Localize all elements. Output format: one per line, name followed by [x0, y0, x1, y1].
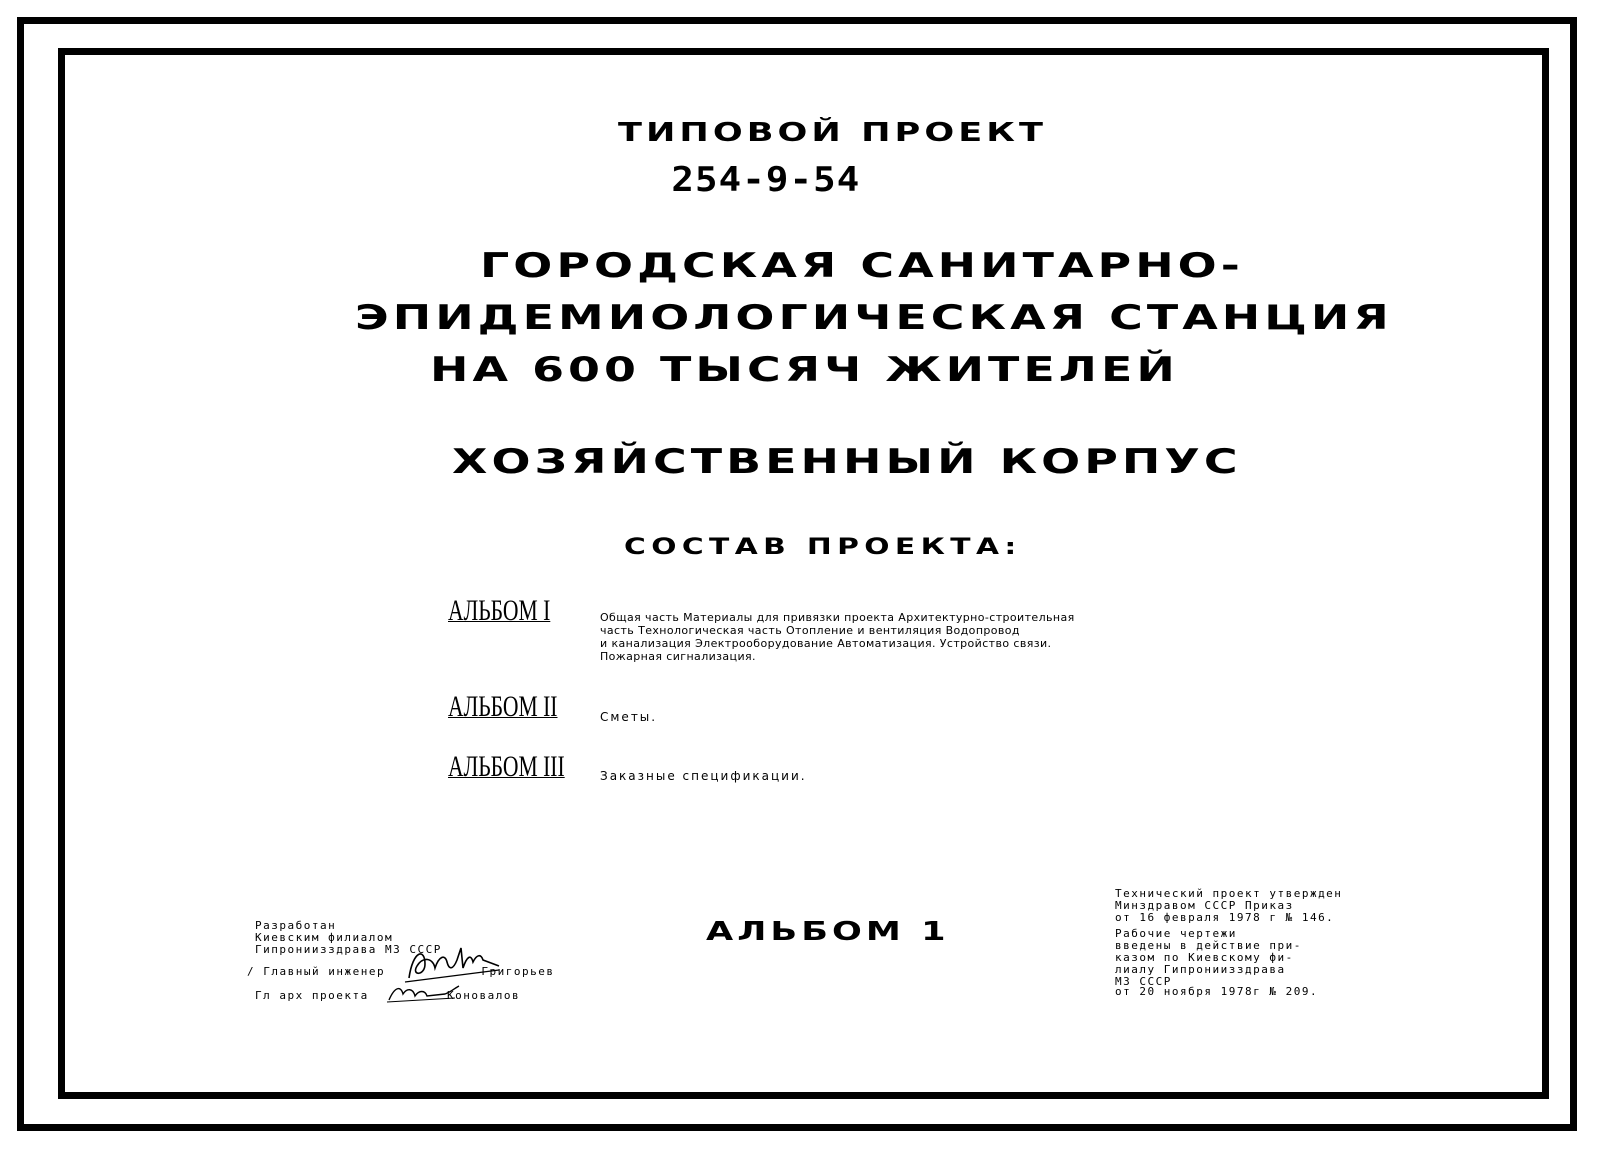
approval-line: Технический проект утвержден — [1115, 887, 1343, 900]
chief-engineer-signature — [403, 942, 503, 984]
developer-line: Киевским филиалом — [255, 931, 394, 944]
album-number: АЛЬБОМ 1 — [706, 917, 950, 947]
project-type-label: ТИПОВОЙ ПРОЕКТ — [618, 118, 1047, 148]
album-1-description — [600, 611, 1075, 663]
approval-line: введены в действие при- — [1115, 939, 1302, 952]
album-1-desc-line: часть Технологическая часть Отопление и вентиляция Водопровод — [600, 624, 1020, 637]
approval-line: казом по Киевскому фи- — [1115, 951, 1294, 964]
chief-engineer-role: Главный инженер — [263, 965, 386, 978]
composition-heading: СОСТАВ ПРОЕКТА: — [624, 535, 1022, 560]
album-3-label: АЛЬБОМ III — [448, 750, 565, 783]
project-number: 254-9-54 — [671, 160, 861, 200]
chief-engineer-row — [247, 966, 554, 978]
developer-line: Разработан — [255, 919, 337, 932]
title-line-3: НА 600 ТЫСЯЧ ЖИТЕЛЕЙ — [430, 350, 1179, 390]
slash-mark: / — [247, 965, 256, 978]
title-line-1: ГОРОДСКАЯ САНИТАРНО- — [480, 246, 1244, 286]
chief-architect-role: Гл арх проекта — [255, 989, 369, 1002]
chief-architect-signature — [385, 982, 465, 1004]
album-1-desc-line: Пожарная сигнализация. — [600, 650, 756, 663]
album-3-description — [600, 770, 807, 783]
album-2-description — [600, 711, 657, 724]
developer-line: Гипрониизздрава МЗ СССР — [255, 943, 442, 956]
album-3-desc-line: Заказные спецификации. — [600, 769, 807, 783]
album-1-desc-line: Общая часть Материалы для привязки проекта Архитектурно-строительная — [600, 611, 1075, 624]
title-line-2: ЭПИДЕМИОЛОГИЧЕСКАЯ СТАНЦИЯ — [355, 298, 1393, 338]
approval-line: МЗ СССР — [1115, 975, 1172, 988]
album-1-desc-line: и канализация Электрооборудование Автоматизация. Устройство связи. — [600, 637, 1052, 650]
approval-line: Минздравом СССР Приказ — [1115, 899, 1294, 912]
chief-engineer-name: Григорьев — [481, 965, 555, 978]
approval-line: от 16 февраля 1978 г № 146. — [1115, 911, 1335, 924]
approval-line: Рабочие чертежи — [1115, 927, 1237, 940]
chief-architect-name: Коновалов — [446, 989, 521, 1002]
album-2-label: АЛЬБОМ II — [448, 690, 558, 723]
approval-line: от 20 ноября 1978г № 209. — [1115, 985, 1319, 998]
building-subtitle: ХОЗЯЙСТВЕННЫЙ КОРПУС — [452, 442, 1242, 482]
album-2-desc-line: Сметы. — [600, 710, 658, 724]
approval-line: лиалу Гипрониизздрава — [1115, 963, 1286, 976]
album-1-label: АЛЬБОМ I — [448, 594, 551, 627]
